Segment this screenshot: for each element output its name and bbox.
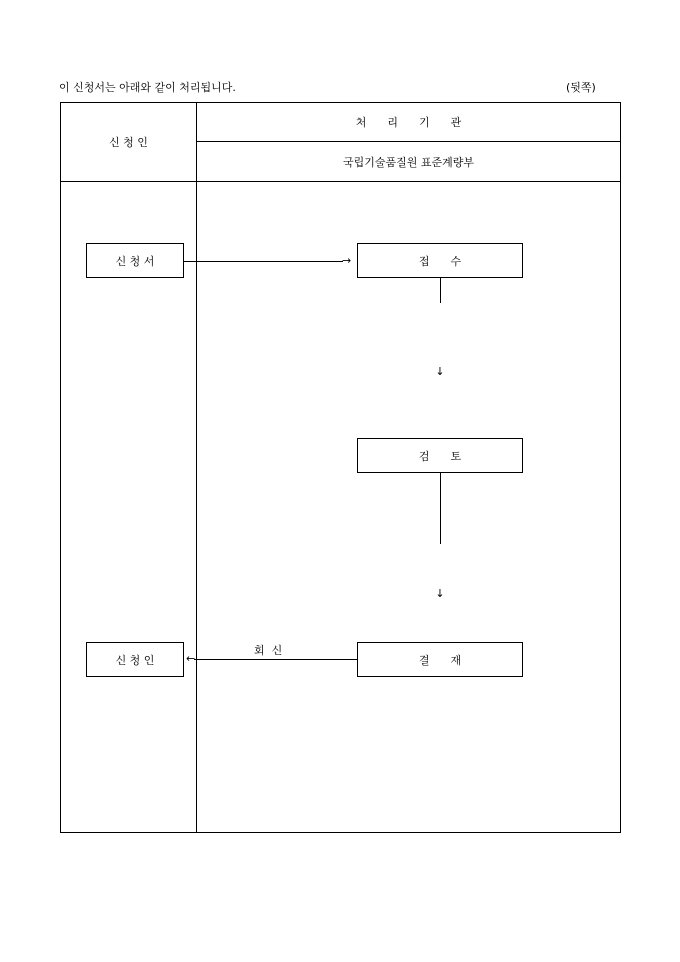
arrow-down-icon: ↓ <box>435 365 445 378</box>
arrow-right-icon: → <box>342 254 352 267</box>
applicant-header: 신 청 인 <box>109 136 148 149</box>
application-box-label: 신 청 서 <box>115 254 155 268</box>
process-note: 이 신청서는 아래와 같이 처리됩니다. <box>59 81 236 94</box>
review-box <box>357 438 523 473</box>
page-side-label: (뒷쪽) <box>566 81 596 94</box>
arrow-left-icon: ← <box>186 652 196 665</box>
processor-header: 처 리 기 관 <box>355 116 462 129</box>
applicant-box <box>86 642 184 677</box>
approval-box-label: 결 재 <box>418 653 462 667</box>
table-outer-border <box>61 103 621 833</box>
application-box <box>86 243 184 278</box>
processor-name: 국립기술품질원 표준계량부 <box>342 156 474 169</box>
receipt-box-label: 접 수 <box>418 254 462 268</box>
arrow-down-icon: ↓ <box>435 587 445 600</box>
review-box-label: 검 토 <box>418 449 462 463</box>
receipt-box <box>357 243 523 278</box>
applicant-box-label: 신 청 인 <box>115 653 155 667</box>
approval-box <box>357 642 523 677</box>
reply-label: 회 신 <box>254 644 283 657</box>
